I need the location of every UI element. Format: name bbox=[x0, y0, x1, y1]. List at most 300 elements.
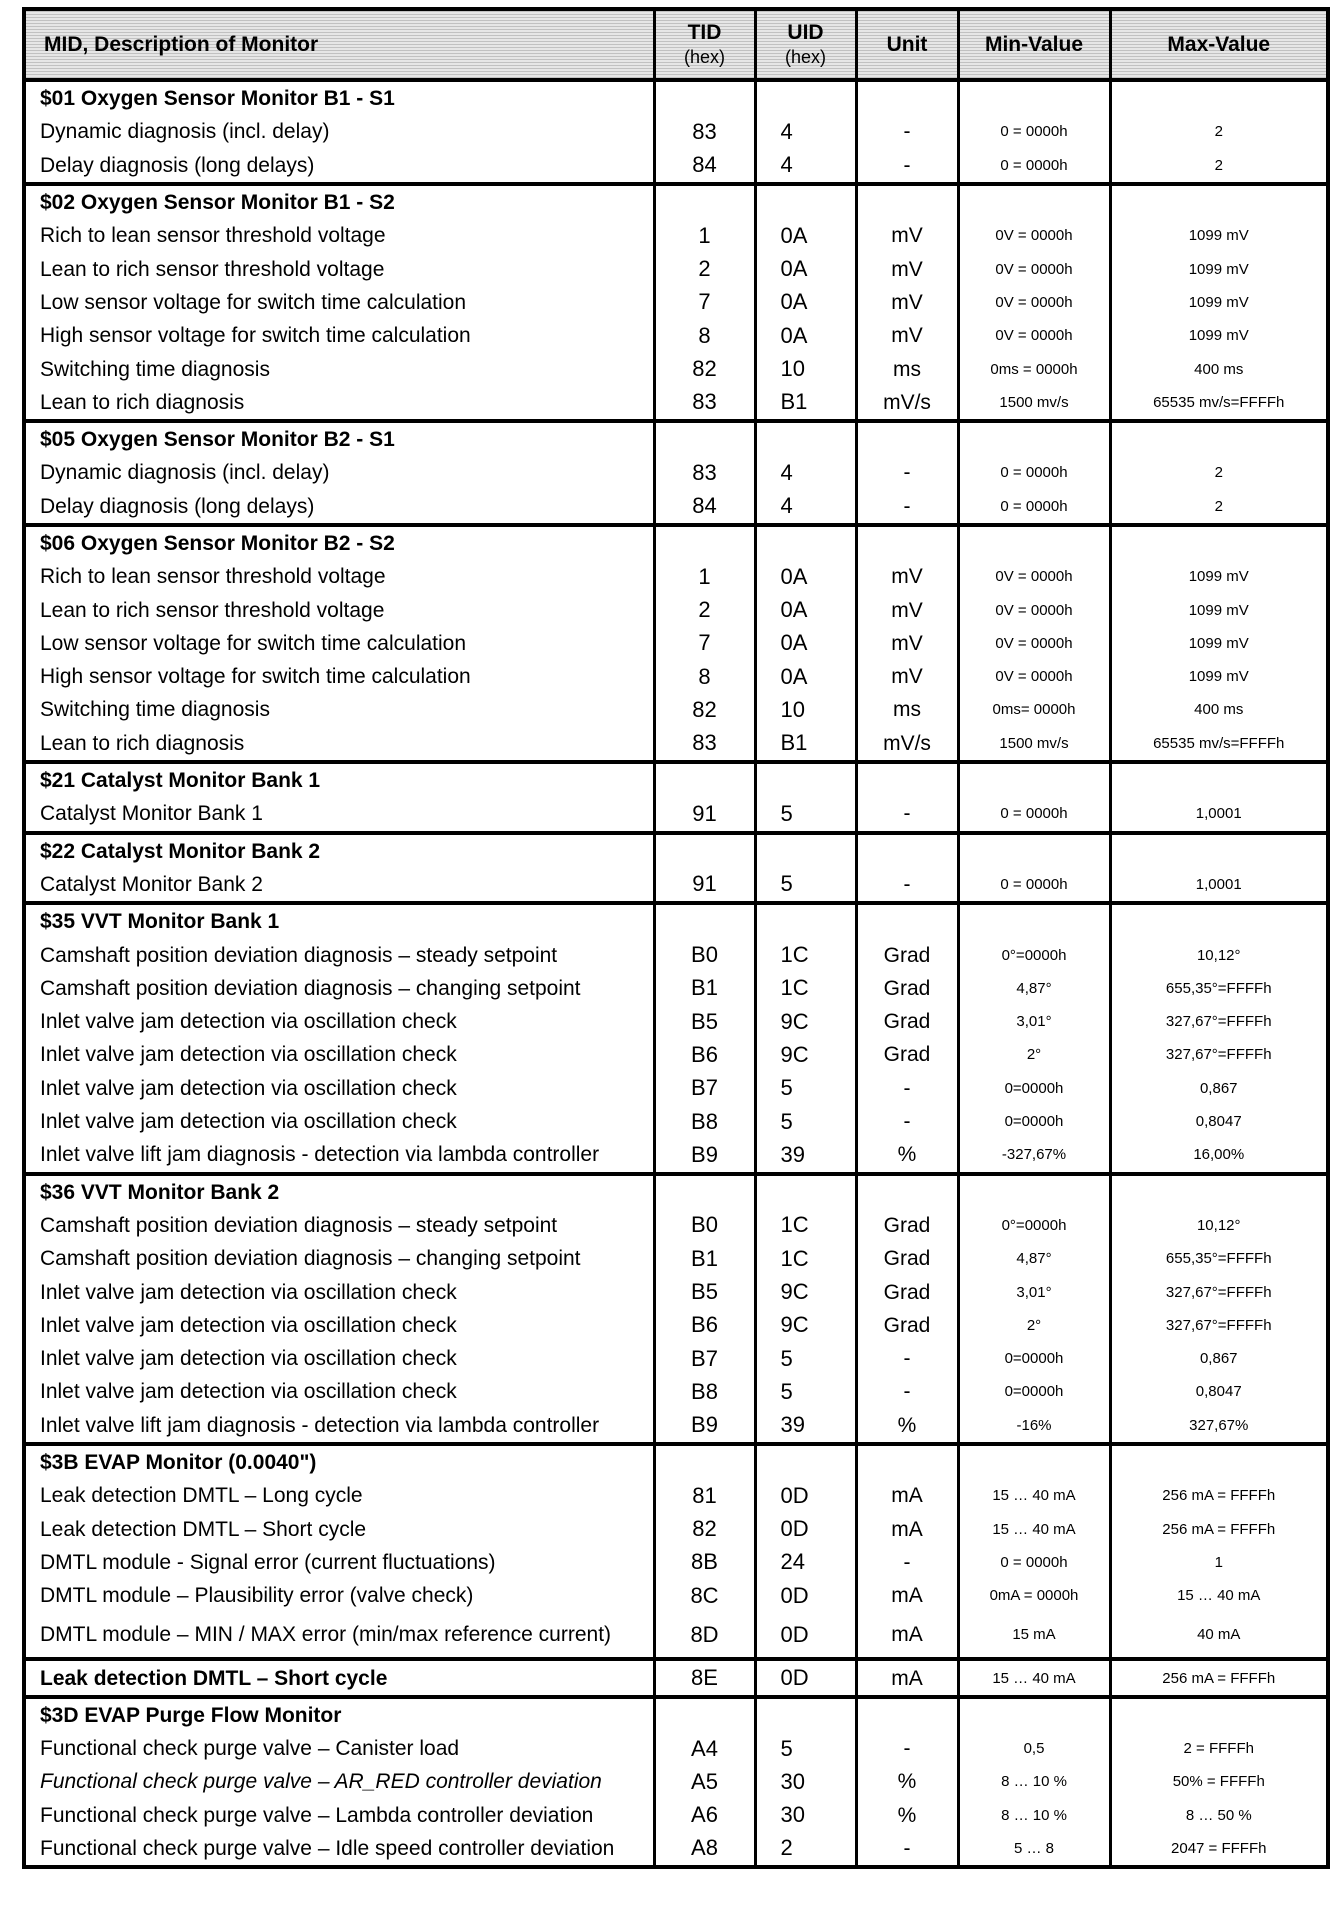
uid-cell: 5 bbox=[755, 868, 856, 903]
description-cell: DMTL module - Signal error (current fluctuations) bbox=[24, 1546, 654, 1579]
empty-cell bbox=[958, 1444, 1110, 1479]
description-cell: Inlet valve jam detection via oscillation check bbox=[24, 1038, 654, 1071]
empty-cell bbox=[856, 80, 958, 115]
table-row bbox=[24, 319, 1328, 352]
description-cell: Lean to rich diagnosis bbox=[24, 727, 654, 762]
table-row bbox=[24, 115, 1328, 148]
table-row bbox=[24, 1242, 1328, 1275]
max-value-cell: 400 ms bbox=[1110, 693, 1328, 726]
tid-cell: B7 bbox=[654, 1342, 755, 1375]
empty-cell bbox=[856, 1444, 958, 1479]
unit-cell: - bbox=[856, 868, 958, 903]
min-value-cell: 3,01° bbox=[958, 1005, 1110, 1038]
empty-cell bbox=[654, 833, 755, 868]
description-cell: Low sensor voltage for switch time calculation bbox=[24, 286, 654, 319]
table-row bbox=[24, 1479, 1328, 1512]
min-value-cell: 8 … 10 % bbox=[958, 1765, 1110, 1798]
min-value-cell: -16% bbox=[958, 1409, 1110, 1444]
max-value-cell: 10,12° bbox=[1110, 938, 1328, 971]
min-value-cell: 0V = 0000h bbox=[958, 286, 1110, 319]
monitor-group-title-row bbox=[24, 1444, 1328, 1479]
min-value-cell: 0V = 0000h bbox=[958, 660, 1110, 693]
monitor-group-title: $01 Oxygen Sensor Monitor B1 - S1 bbox=[24, 80, 654, 115]
uid-cell: 2 bbox=[755, 1832, 856, 1867]
table-row bbox=[24, 1512, 1328, 1545]
description-cell: Delay diagnosis (long delays) bbox=[24, 490, 654, 525]
uid-cell: 30 bbox=[755, 1765, 856, 1798]
table-row bbox=[24, 693, 1328, 726]
empty-cell bbox=[958, 833, 1110, 868]
empty-cell bbox=[654, 903, 755, 938]
min-value-cell: 0=0000h bbox=[958, 1342, 1110, 1375]
table-row bbox=[24, 1732, 1328, 1765]
uid-cell: 9C bbox=[755, 1038, 856, 1071]
unit-cell: % bbox=[856, 1138, 958, 1173]
unit-cell: mV bbox=[856, 219, 958, 252]
table-row bbox=[24, 627, 1328, 660]
empty-cell bbox=[755, 184, 856, 219]
monitor-group-title: $35 VVT Monitor Bank 1 bbox=[24, 903, 654, 938]
max-value-cell: 40 mA bbox=[1110, 1612, 1328, 1659]
tid-cell: 84 bbox=[654, 490, 755, 525]
max-value-cell: 327,67°=FFFFh bbox=[1110, 1038, 1328, 1071]
monitor-table-body bbox=[24, 80, 1328, 1867]
header-row bbox=[24, 9, 1328, 80]
table-row bbox=[24, 1005, 1328, 1038]
unit-cell: mA bbox=[856, 1612, 958, 1659]
uid-cell: 0A bbox=[755, 319, 856, 352]
tid-cell: A8 bbox=[654, 1832, 755, 1867]
description-cell: Functional check purge valve – Canister load bbox=[24, 1732, 654, 1765]
empty-cell bbox=[856, 833, 958, 868]
tid-cell: B8 bbox=[654, 1375, 755, 1408]
max-value-cell: 0,867 bbox=[1110, 1072, 1328, 1105]
unit-cell: Grad bbox=[856, 938, 958, 971]
uid-cell: 0A bbox=[755, 593, 856, 626]
description-cell: Inlet valve jam detection via oscillation check bbox=[24, 1105, 654, 1138]
description-cell: Inlet valve lift jam diagnosis - detection via lambda controller bbox=[24, 1409, 654, 1444]
table-row bbox=[24, 1799, 1328, 1832]
tid-cell: B6 bbox=[654, 1038, 755, 1071]
tid-cell: 1 bbox=[654, 219, 755, 252]
monitor-group-title: $06 Oxygen Sensor Monitor B2 - S2 bbox=[24, 525, 654, 560]
tid-cell: B1 bbox=[654, 1242, 755, 1275]
table-row bbox=[24, 938, 1328, 971]
unit-cell: Grad bbox=[856, 972, 958, 1005]
tid-cell: 84 bbox=[654, 149, 755, 184]
empty-cell bbox=[1110, 80, 1328, 115]
header-tid bbox=[654, 9, 755, 80]
uid-cell: 30 bbox=[755, 1799, 856, 1832]
header-uid bbox=[755, 9, 856, 80]
table-row bbox=[24, 660, 1328, 693]
min-value-cell: 0 = 0000h bbox=[958, 490, 1110, 525]
table-row bbox=[24, 1409, 1328, 1444]
uid-cell: 1C bbox=[755, 1209, 856, 1242]
uid-cell: 10 bbox=[755, 693, 856, 726]
description-cell: Catalyst Monitor Bank 1 bbox=[24, 797, 654, 832]
table-row bbox=[24, 1309, 1328, 1342]
table-row bbox=[24, 1765, 1328, 1798]
tid-cell: 1 bbox=[654, 560, 755, 593]
empty-cell bbox=[856, 184, 958, 219]
max-value-cell: 1,0001 bbox=[1110, 868, 1328, 903]
min-value-cell: 0=0000h bbox=[958, 1375, 1110, 1408]
description-cell: Lean to rich sensor threshold voltage bbox=[24, 593, 654, 626]
empty-cell bbox=[958, 1174, 1110, 1209]
monitor-group-title: $3D EVAP Purge Flow Monitor bbox=[24, 1697, 654, 1732]
empty-cell bbox=[856, 421, 958, 456]
min-value-cell: 0 = 0000h bbox=[958, 115, 1110, 148]
uid-cell: 0A bbox=[755, 219, 856, 252]
table-row bbox=[24, 868, 1328, 903]
uid-cell: 5 bbox=[755, 1375, 856, 1408]
description-cell: Inlet valve jam detection via oscillation check bbox=[24, 1375, 654, 1408]
table-row bbox=[24, 1659, 1328, 1696]
uid-cell: 0D bbox=[755, 1579, 856, 1612]
tid-cell: 82 bbox=[654, 352, 755, 385]
description-cell: Dynamic diagnosis (incl. delay) bbox=[24, 115, 654, 148]
max-value-cell: 1099 mV bbox=[1110, 627, 1328, 660]
table-row bbox=[24, 1072, 1328, 1105]
tid-cell: A6 bbox=[654, 1799, 755, 1832]
uid-cell: 4 bbox=[755, 115, 856, 148]
empty-cell bbox=[1110, 525, 1328, 560]
uid-cell: 0D bbox=[755, 1612, 856, 1659]
max-value-cell: 1099 mV bbox=[1110, 319, 1328, 352]
description-cell: Inlet valve jam detection via oscillation check bbox=[24, 1342, 654, 1375]
tid-cell: 82 bbox=[654, 1512, 755, 1545]
min-value-cell: -327,67% bbox=[958, 1138, 1110, 1173]
unit-cell: - bbox=[856, 490, 958, 525]
tid-cell: 8D bbox=[654, 1612, 755, 1659]
monitor-group-title-row bbox=[24, 80, 1328, 115]
uid-cell: 0A bbox=[755, 252, 856, 285]
min-value-cell: 15 … 40 mA bbox=[958, 1479, 1110, 1512]
unit-cell: - bbox=[856, 115, 958, 148]
empty-cell bbox=[958, 80, 1110, 115]
tid-cell: 83 bbox=[654, 115, 755, 148]
max-value-cell: 2 = FFFFh bbox=[1110, 1732, 1328, 1765]
max-value-cell: 65535 mv/s=FFFFh bbox=[1110, 727, 1328, 762]
header-tid-label: TID bbox=[687, 21, 722, 44]
max-value-cell: 256 mA = FFFFh bbox=[1110, 1512, 1328, 1545]
description-cell: Lean to rich diagnosis bbox=[24, 386, 654, 421]
max-value-cell: 256 mA = FFFFh bbox=[1110, 1479, 1328, 1512]
uid-cell: 1C bbox=[755, 938, 856, 971]
min-value-cell: 15 … 40 mA bbox=[958, 1512, 1110, 1545]
max-value-cell: 400 ms bbox=[1110, 352, 1328, 385]
min-value-cell: 8 … 10 % bbox=[958, 1799, 1110, 1832]
table-row bbox=[24, 1275, 1328, 1308]
max-value-cell: 10,12° bbox=[1110, 1209, 1328, 1242]
monitor-group-title-row bbox=[24, 762, 1328, 797]
uid-cell: 5 bbox=[755, 1105, 856, 1138]
uid-cell: 5 bbox=[755, 797, 856, 832]
empty-cell bbox=[755, 421, 856, 456]
monitor-group-title: $36 VVT Monitor Bank 2 bbox=[24, 1174, 654, 1209]
unit-cell: Grad bbox=[856, 1309, 958, 1342]
min-value-cell: 0=0000h bbox=[958, 1072, 1110, 1105]
unit-cell: - bbox=[856, 149, 958, 184]
uid-cell: 0D bbox=[755, 1659, 856, 1696]
uid-cell: 4 bbox=[755, 456, 856, 489]
tid-cell: 91 bbox=[654, 797, 755, 832]
description-cell: Inlet valve jam detection via oscillation check bbox=[24, 1275, 654, 1308]
table-row bbox=[24, 1579, 1328, 1612]
tid-cell: B8 bbox=[654, 1105, 755, 1138]
unit-cell: mV bbox=[856, 252, 958, 285]
max-value-cell: 1099 mV bbox=[1110, 593, 1328, 626]
min-value-cell: 4,87° bbox=[958, 972, 1110, 1005]
min-value-cell: 0V = 0000h bbox=[958, 593, 1110, 626]
unit-cell: mA bbox=[856, 1659, 958, 1696]
min-value-cell: 2° bbox=[958, 1309, 1110, 1342]
empty-cell bbox=[654, 421, 755, 456]
unit-cell: - bbox=[856, 1072, 958, 1105]
table-row bbox=[24, 560, 1328, 593]
uid-cell: 0A bbox=[755, 627, 856, 660]
description-cell: Inlet valve jam detection via oscillation check bbox=[24, 1072, 654, 1105]
uid-cell: B1 bbox=[755, 727, 856, 762]
empty-cell bbox=[755, 525, 856, 560]
header-tid-hex: (hex) bbox=[683, 47, 725, 67]
min-value-cell: 0°=0000h bbox=[958, 938, 1110, 971]
empty-cell bbox=[755, 1444, 856, 1479]
table-row bbox=[24, 1105, 1328, 1138]
min-value-cell: 0V = 0000h bbox=[958, 219, 1110, 252]
empty-cell bbox=[1110, 1174, 1328, 1209]
table-row bbox=[24, 1546, 1328, 1579]
tid-cell: 7 bbox=[654, 286, 755, 319]
tid-cell: 7 bbox=[654, 627, 755, 660]
table-row bbox=[24, 797, 1328, 832]
unit-cell: ms bbox=[856, 352, 958, 385]
empty-cell bbox=[1110, 762, 1328, 797]
tid-cell: 83 bbox=[654, 727, 755, 762]
max-value-cell: 1 bbox=[1110, 1546, 1328, 1579]
empty-cell bbox=[755, 903, 856, 938]
empty-cell bbox=[755, 833, 856, 868]
unit-cell: - bbox=[856, 1342, 958, 1375]
empty-cell bbox=[654, 184, 755, 219]
table-row bbox=[24, 593, 1328, 626]
description-cell: Switching time diagnosis bbox=[24, 352, 654, 385]
tid-cell: 8 bbox=[654, 660, 755, 693]
min-value-cell: 0 = 0000h bbox=[958, 868, 1110, 903]
uid-cell: 5 bbox=[755, 1732, 856, 1765]
description-cell: Inlet valve jam detection via oscillation check bbox=[24, 1005, 654, 1038]
max-value-cell: 256 mA = FFFFh bbox=[1110, 1659, 1328, 1696]
description-cell: DMTL module – Plausibility error (valve check) bbox=[24, 1579, 654, 1612]
description-cell: Camshaft position deviation diagnosis – steady setpoint bbox=[24, 1209, 654, 1242]
description-cell: Rich to lean sensor threshold voltage bbox=[24, 560, 654, 593]
max-value-cell: 2 bbox=[1110, 456, 1328, 489]
tid-cell: B9 bbox=[654, 1138, 755, 1173]
table-row bbox=[24, 456, 1328, 489]
monitor-table-sheet bbox=[22, 7, 1326, 1869]
uid-cell: 10 bbox=[755, 352, 856, 385]
tid-cell: 91 bbox=[654, 868, 755, 903]
unit-cell: mV/s bbox=[856, 386, 958, 421]
empty-cell bbox=[654, 80, 755, 115]
empty-cell bbox=[958, 903, 1110, 938]
min-value-cell: 0ms= 0000h bbox=[958, 693, 1110, 726]
max-value-cell: 327,67°=FFFFh bbox=[1110, 1005, 1328, 1038]
description-cell: Functional check purge valve – Idle speed controller deviation bbox=[24, 1832, 654, 1867]
description-cell: Leak detection DMTL – Short cycle bbox=[24, 1659, 654, 1696]
table-row bbox=[24, 252, 1328, 285]
tid-cell: B5 bbox=[654, 1005, 755, 1038]
empty-cell bbox=[654, 1444, 755, 1479]
uid-cell: 0A bbox=[755, 286, 856, 319]
unit-cell: Grad bbox=[856, 1275, 958, 1308]
tid-cell: A5 bbox=[654, 1765, 755, 1798]
max-value-cell: 1099 mV bbox=[1110, 660, 1328, 693]
empty-cell bbox=[856, 525, 958, 560]
unit-cell: mA bbox=[856, 1479, 958, 1512]
min-value-cell: 0V = 0000h bbox=[958, 252, 1110, 285]
min-value-cell: 0°=0000h bbox=[958, 1209, 1110, 1242]
empty-cell bbox=[654, 1174, 755, 1209]
unit-cell: % bbox=[856, 1799, 958, 1832]
description-cell: High sensor voltage for switch time calculation bbox=[24, 319, 654, 352]
tid-cell: B0 bbox=[654, 938, 755, 971]
header-description: MID, Description of Monitor bbox=[24, 9, 654, 80]
min-value-cell: 0=0000h bbox=[958, 1105, 1110, 1138]
empty-cell bbox=[1110, 833, 1328, 868]
unit-cell: Grad bbox=[856, 1209, 958, 1242]
empty-cell bbox=[958, 762, 1110, 797]
header-min-value: Min-Value bbox=[958, 9, 1110, 80]
min-value-cell: 1500 mv/s bbox=[958, 386, 1110, 421]
tid-cell: 2 bbox=[654, 593, 755, 626]
monitor-group-title-row bbox=[24, 833, 1328, 868]
min-value-cell: 1500 mv/s bbox=[958, 727, 1110, 762]
table-row bbox=[24, 727, 1328, 762]
tid-cell: 83 bbox=[654, 386, 755, 421]
unit-cell: Grad bbox=[856, 1005, 958, 1038]
max-value-cell: 2 bbox=[1110, 149, 1328, 184]
max-value-cell: 8 … 50 % bbox=[1110, 1799, 1328, 1832]
uid-cell: 4 bbox=[755, 490, 856, 525]
unit-cell: mV bbox=[856, 286, 958, 319]
monitor-group-title-row bbox=[24, 184, 1328, 219]
tid-cell: 8E bbox=[654, 1659, 755, 1696]
uid-cell: 9C bbox=[755, 1005, 856, 1038]
min-value-cell: 0 = 0000h bbox=[958, 797, 1110, 832]
unit-cell: mA bbox=[856, 1579, 958, 1612]
tid-cell: B7 bbox=[654, 1072, 755, 1105]
max-value-cell: 2 bbox=[1110, 490, 1328, 525]
unit-cell: mV bbox=[856, 593, 958, 626]
uid-cell: 1C bbox=[755, 972, 856, 1005]
table-row bbox=[24, 219, 1328, 252]
tid-cell: B1 bbox=[654, 972, 755, 1005]
monitor-group-title-row bbox=[24, 903, 1328, 938]
uid-cell: 5 bbox=[755, 1342, 856, 1375]
max-value-cell: 0,867 bbox=[1110, 1342, 1328, 1375]
max-value-cell: 327,67°=FFFFh bbox=[1110, 1309, 1328, 1342]
tid-cell: B0 bbox=[654, 1209, 755, 1242]
table-row bbox=[24, 972, 1328, 1005]
min-value-cell: 3,01° bbox=[958, 1275, 1110, 1308]
uid-cell: B1 bbox=[755, 386, 856, 421]
empty-cell bbox=[755, 1697, 856, 1732]
monitor-group-title: $02 Oxygen Sensor Monitor B1 - S2 bbox=[24, 184, 654, 219]
description-cell: Lean to rich sensor threshold voltage bbox=[24, 252, 654, 285]
min-value-cell: 0 = 0000h bbox=[958, 149, 1110, 184]
uid-cell: 39 bbox=[755, 1409, 856, 1444]
empty-cell bbox=[654, 1697, 755, 1732]
max-value-cell: 327,67% bbox=[1110, 1409, 1328, 1444]
max-value-cell: 655,35°=FFFFh bbox=[1110, 972, 1328, 1005]
uid-cell: 39 bbox=[755, 1138, 856, 1173]
table-row bbox=[24, 1375, 1328, 1408]
empty-cell bbox=[1110, 1697, 1328, 1732]
monitor-group-title: $3B EVAP Monitor (0.0040") bbox=[24, 1444, 654, 1479]
min-value-cell: 15 … 40 mA bbox=[958, 1659, 1110, 1696]
table-row bbox=[24, 1209, 1328, 1242]
unit-cell: mA bbox=[856, 1512, 958, 1545]
max-value-cell: 2047 = FFFFh bbox=[1110, 1832, 1328, 1867]
empty-cell bbox=[958, 184, 1110, 219]
unit-cell: % bbox=[856, 1409, 958, 1444]
description-cell: Leak detection DMTL – Long cycle bbox=[24, 1479, 654, 1512]
description-cell: Inlet valve jam detection via oscillation check bbox=[24, 1309, 654, 1342]
uid-cell: 9C bbox=[755, 1275, 856, 1308]
table-row bbox=[24, 1038, 1328, 1071]
uid-cell: 0D bbox=[755, 1512, 856, 1545]
description-cell: Inlet valve lift jam diagnosis - detection via lambda controller bbox=[24, 1138, 654, 1173]
max-value-cell: 1099 mV bbox=[1110, 286, 1328, 319]
description-cell: High sensor voltage for switch time calculation bbox=[24, 660, 654, 693]
uid-cell: 24 bbox=[755, 1546, 856, 1579]
tid-cell: 8 bbox=[654, 319, 755, 352]
min-value-cell: 0V = 0000h bbox=[958, 319, 1110, 352]
max-value-cell: 327,67°=FFFFh bbox=[1110, 1275, 1328, 1308]
max-value-cell: 50% = FFFFh bbox=[1110, 1765, 1328, 1798]
description-cell: Camshaft position deviation diagnosis – steady setpoint bbox=[24, 938, 654, 971]
unit-cell: - bbox=[856, 1832, 958, 1867]
empty-cell bbox=[958, 1697, 1110, 1732]
description-cell: Rich to lean sensor threshold voltage bbox=[24, 219, 654, 252]
unit-cell: - bbox=[856, 1105, 958, 1138]
monitor-group-title-row bbox=[24, 421, 1328, 456]
monitor-group-title-row bbox=[24, 525, 1328, 560]
empty-cell bbox=[958, 421, 1110, 456]
monitor-table bbox=[22, 7, 1330, 1869]
min-value-cell: 0 = 0000h bbox=[958, 1546, 1110, 1579]
header-uid-hex: (hex) bbox=[784, 47, 826, 67]
description-cell: Low sensor voltage for switch time calculation bbox=[24, 627, 654, 660]
unit-cell: - bbox=[856, 797, 958, 832]
description-cell: Catalyst Monitor Bank 2 bbox=[24, 868, 654, 903]
empty-cell bbox=[856, 903, 958, 938]
uid-cell: 4 bbox=[755, 149, 856, 184]
max-value-cell: 65535 mv/s=FFFFh bbox=[1110, 386, 1328, 421]
empty-cell bbox=[1110, 421, 1328, 456]
description-cell: Switching time diagnosis bbox=[24, 693, 654, 726]
description-cell: Functional check purge valve – Lambda controller deviation bbox=[24, 1799, 654, 1832]
unit-cell: - bbox=[856, 1732, 958, 1765]
unit-cell: mV bbox=[856, 627, 958, 660]
uid-cell: 0A bbox=[755, 660, 856, 693]
min-value-cell: 0,5 bbox=[958, 1732, 1110, 1765]
table-row bbox=[24, 1832, 1328, 1867]
table-row bbox=[24, 149, 1328, 184]
monitor-group-title: $22 Catalyst Monitor Bank 2 bbox=[24, 833, 654, 868]
